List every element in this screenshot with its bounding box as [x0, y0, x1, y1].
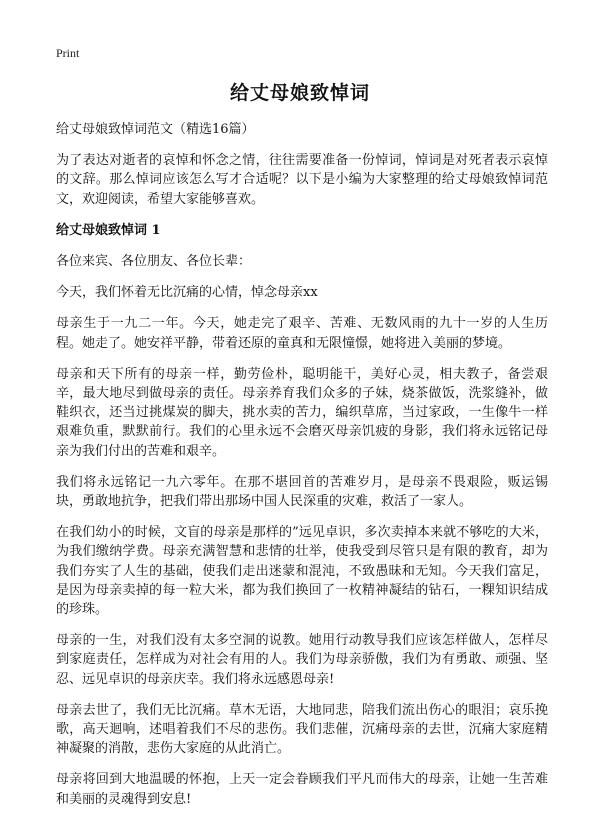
paragraph: 母亲和天下所有的母亲一样，勤劳俭朴，聪明能干，美好心灵，相夫教子，备尝艰辛，最大地尽到做母亲的责任。母亲养育我们众多的子妹，烧茶做饭，洗浆缝补，做鞋织衣，还当过挑煤炭的脚夫，挑水卖的苦力，编织草席，当过家政，一生像牛一样艰难负重，默默前行。我们的心里永远不会磨灭母亲饥疲的身影，我们将永远铭记母亲为我们付出的苦难和艰辛。 — [56, 366, 548, 459]
section-heading: 给丈母娘致悼词 1 — [56, 222, 161, 238]
page-title: 给丈母娘致悼词 — [229, 82, 370, 104]
document-body — [56, 120, 548, 821]
paragraph-opening: 今天，我们怀着无比沉痛的心情，悼念母亲xx — [56, 285, 318, 301]
paragraph-closing: 母亲将回到大地温暖的怀抱，上天一定会眷顾我们平凡而伟大的母亲，让她一生苦难和美丽的灵魂得到安息! — [56, 772, 548, 807]
paragraph: 母亲的一生，对我们没有太多空洞的说教。她用行动教导我们应该怎样做人，怎样尽到家庭责任，怎样成为对社会有用的人。我们为母亲骄傲，我们为有勇敢、顽强、坚忍、远见卓识的母亲庆幸。我们将永远感恩母亲! — [56, 633, 548, 687]
paragraph-greeting: 各位来宾、各位朋友、各位长辈： — [56, 254, 252, 270]
paragraph: 在我们幼小的时候，文盲的母亲是那样的”远见卓识，多次卖掉本来就不够吃的大米，为我们缴纳学费。母亲充满智慧和悲情的壮举，使我受到尽管只是有限的教育，却为我们夯实了人生的基础，使我们走出迷蒙和混沌，不致愚昧和无知。今天我们富足，是因为母亲卖掉的每一粒大米，都为我们换回了一枚精神凝结的钻石，一粿知识结成的珍珠。 — [56, 525, 548, 618]
paragraph: 母亲去世了，我们无比沉痛。草木无语，大地同悲，陪我们流出伤心的眼泪；哀乐挽歌，高天迴响，述唱着我们不尽的悲伤。我们悲催，沉痛母亲的去世，沉痛大家庭精神凝聚的消散，悲伤大家庭的从此消亡。 — [56, 702, 548, 757]
paragraph: 我们将永远铭记一九六零年。在那不堪回首的苦难岁月，是母亲不畏艰险，贩运锡块，勇敢地抗争，把我们带出那场中国人民深重的灾难，救活了一家人。 — [56, 474, 548, 510]
print-link[interactable]: Print — [56, 46, 80, 60]
intro-paragraph: 为了表达对逝者的哀悼和怀念之情，往往需要准备一份悼词，悼词是对死者表示哀悼的文辞。那么悼词应该怎么写才合适呢？以下是小编为大家整理的给丈母娘致悼词范文，欢迎阅读，希望大家能够喜欢。 — [56, 153, 548, 207]
subtitle: 给丈母娘致悼词范文（精选16篇） — [56, 122, 255, 137]
paragraph: 母亲生于一九二一年。今天，她走完了艰辛、苦难、无数风雨的九十一岁的人生历程。她走了。她安祥平静，带着还原的童真和无限憧憬，她将进入美丽的梦境。 — [56, 316, 548, 351]
